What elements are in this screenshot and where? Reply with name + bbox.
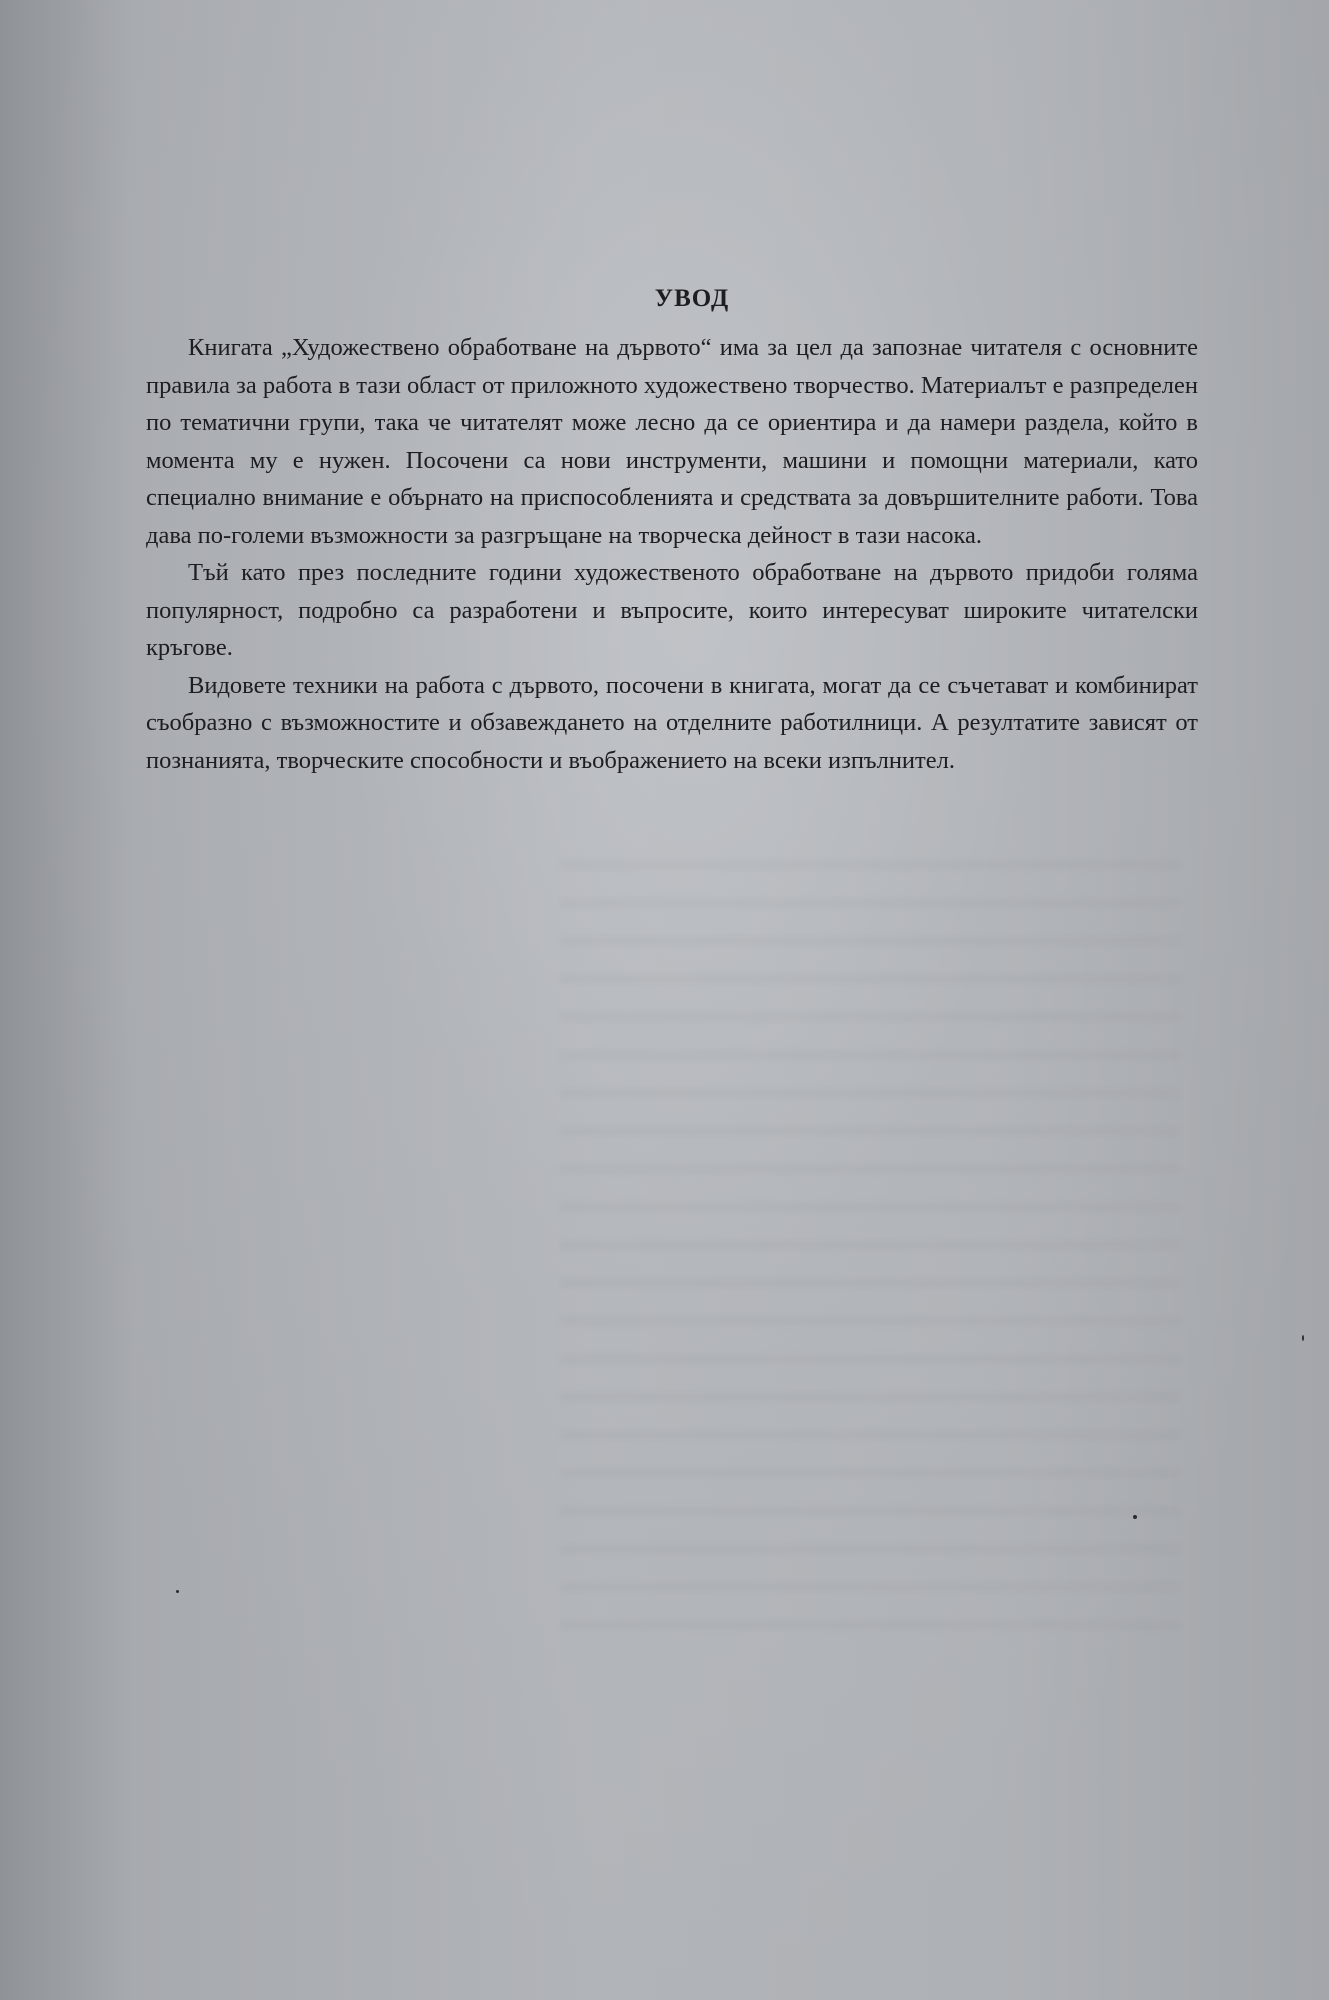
speck [176,1590,179,1593]
page-title: УВОД [654,285,730,312]
paragraph-1: Книгата „Художествено обработване на дървото“ има за цел да запознае читателя с основните правила за работа в тази област от приложното художествено творчество. Материалът е разпределен по тематични групи, така че читателят може лесно да се ориентира и да намери раздела, който в момента му е нужен. Посочени са нови инструменти, машини и помощни материали, като специално внимание е обърнато на приспособленията и средствата за довършителните работи. Това дава по-големи възможности за разгръщане на творческа дейност в тази насока. [146,334,1198,549]
speck [1133,1515,1137,1519]
reverse-side-show-through [560,860,1180,1640]
page-content [146,285,1198,779]
paragraph-3: Видовете техники на работа с дървото, посочени в книгата, могат да се съчетават и комбинират съобразно с възможностите и обзавеждането на отделните работилници. А резултатите зависят от познанията, творческите способности и въображението на всеки изпълнител. [146,671,1198,774]
paragraph-2: Тъй като през последните години художественото обработване на дървото придоби голяма популярност, подробно са разработени и въпросите, които интересуват широките читателски кръгове. [146,559,1198,661]
speck [1302,1335,1304,1341]
